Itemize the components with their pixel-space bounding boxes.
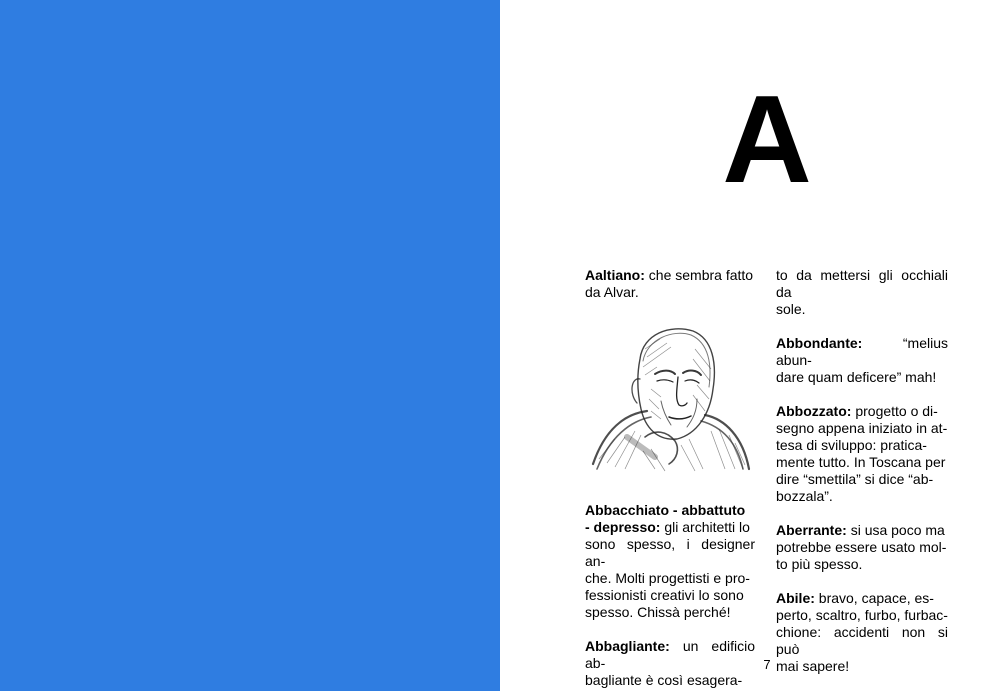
paragraph-gap [585, 621, 755, 638]
entry-term: Aberrante: [776, 522, 847, 538]
entry-term: Abile: [776, 590, 815, 606]
entry-term: Abbozzato: [776, 403, 852, 419]
right-text-column [776, 267, 948, 675]
entry-term: Abbacchiato - abbattuto [585, 502, 746, 518]
entry-abbacchiato [585, 502, 755, 621]
page-number: 7 [763, 657, 771, 672]
entry-text: “melius abun- [776, 335, 948, 368]
left-text-column [585, 267, 755, 689]
entry-text: dire “smettila” si dice “ab- [776, 471, 934, 487]
entry-term: Abbondante: [776, 335, 863, 351]
paragraph-gap [776, 573, 948, 590]
section-letter: A [722, 71, 810, 209]
entry-aberrante [776, 522, 948, 573]
entry-abbondante [776, 335, 948, 386]
entry-term: - depresso: [585, 519, 661, 535]
entry-text: da Alvar. [585, 284, 639, 300]
entry-text: dare quam deficere” mah! [776, 369, 937, 385]
entry-text: to da mettersi gli occhiali da [776, 267, 948, 300]
entry-text: tesa di sviluppo: pratica- [776, 437, 927, 453]
entry-term: Abbagliante: [585, 638, 670, 654]
entry-abbagliante [585, 638, 755, 689]
entry-abbozzato [776, 403, 948, 505]
paragraph-gap [776, 505, 948, 522]
paragraph-gap [776, 318, 948, 335]
sketch-portrait-icon [585, 319, 755, 479]
entry-text: bozzala”. [776, 488, 833, 504]
entry-text: sole. [776, 301, 806, 317]
entry-aaltiano [585, 267, 755, 301]
entry-text: mente tutto. In Toscana per [776, 454, 946, 470]
entry-term: Aaltiano: [585, 267, 645, 283]
paragraph-gap [776, 386, 948, 403]
entry-text: perto, scaltro, furbo, furbac- [776, 607, 948, 623]
entry-text: spesso. Chissà perché! [585, 604, 731, 620]
entry-text: che sembra fatto [648, 267, 754, 283]
entry-text: progetto o di- [855, 403, 938, 419]
entry-text: potrebbe essere usato mol- [776, 539, 947, 555]
entry-text: bagliante è così esagera- [585, 672, 743, 688]
entry-text: bravo, capace, es- [818, 590, 934, 606]
entry-text: si usa poco ma [850, 522, 945, 538]
entry-text: un edificio ab- [585, 638, 755, 671]
entry-text: segno appena iniziato in at- [776, 420, 948, 436]
entry-text: chione: accidenti non si può [776, 624, 948, 657]
entry-text: fessionisti creativi lo sono [585, 587, 744, 603]
entry-continuation [776, 267, 948, 318]
entry-text: che. Molti progettisti e pro- [585, 570, 750, 586]
entry-text: gli architetti lo [664, 519, 750, 535]
entry-text: mai sapere! [776, 658, 850, 674]
entry-text: sono spesso, i designer an- [585, 536, 755, 569]
entry-text: to più spesso. [776, 556, 863, 572]
entry-abile [776, 590, 948, 675]
